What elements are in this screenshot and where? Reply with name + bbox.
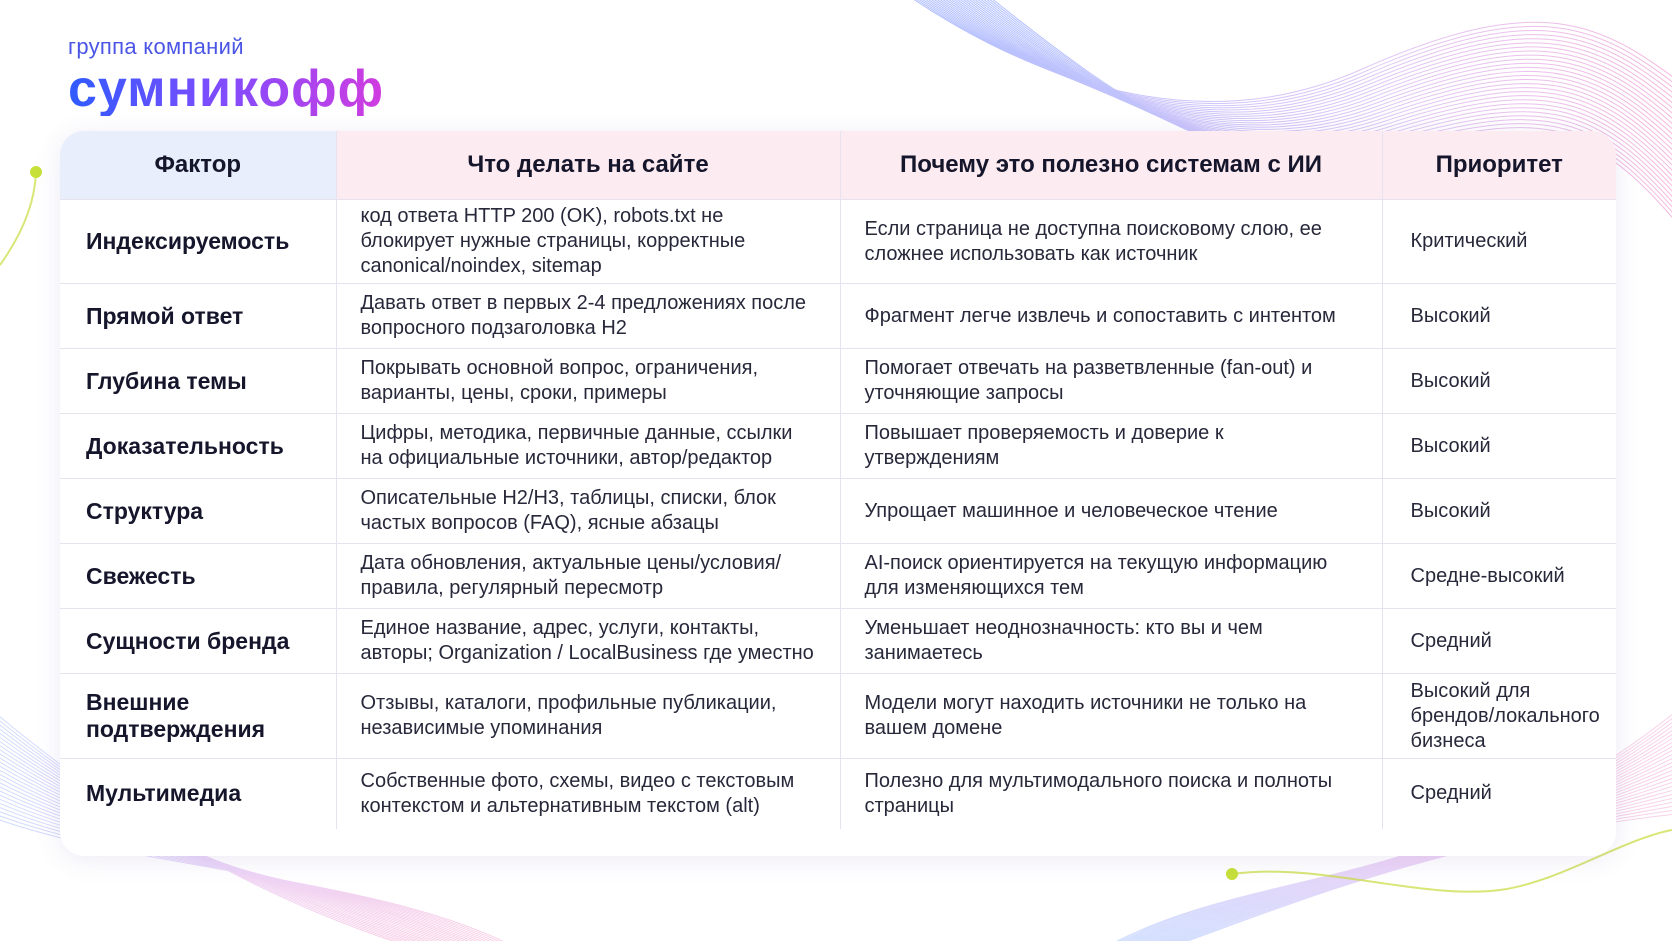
accent-dot-bottom	[1226, 868, 1238, 880]
header-factor: Фактор	[60, 131, 336, 200]
table-row	[60, 609, 1616, 674]
cell-priority: Высокий	[1382, 414, 1616, 479]
cell-priority: Высокий для брендов/локального бизнеса	[1382, 674, 1616, 759]
cell-priority: Высокий	[1382, 349, 1616, 414]
cell-action: Собственные фото, схемы, видео с текстовым контекстом и альтернативным текстом (alt)	[336, 759, 840, 829]
brand-name: сумникофф	[68, 60, 385, 118]
factors-table-card	[60, 131, 1616, 856]
cell-factor: Доказательность	[60, 414, 336, 479]
factors-table	[60, 131, 1616, 829]
table-row	[60, 284, 1616, 349]
table-row	[60, 479, 1616, 544]
header-action: Что делать на сайте	[336, 131, 840, 200]
cell-reason: Полезно для мультимодального поиска и полноты страницы	[840, 759, 1382, 829]
brand-logo	[68, 34, 384, 116]
table-row	[60, 349, 1616, 414]
cell-reason: Помогает отвечать на разветвленные (fan-out) и уточняющие запросы	[840, 349, 1382, 414]
cell-priority: Средний	[1382, 609, 1616, 674]
cell-action: Единое название, адрес, услуги, контакты, авторы; Organization / LocalBusiness где уместно	[336, 609, 840, 674]
cell-factor: Мультимедиа	[60, 759, 336, 829]
accent-dot-left	[30, 166, 42, 178]
table-row	[60, 544, 1616, 609]
cell-priority: Средне-высокий	[1382, 544, 1616, 609]
cell-reason: Фрагмент легче извлечь и сопоставить с интентом	[840, 284, 1382, 349]
cell-factor: Прямой ответ	[60, 284, 336, 349]
cell-factor: Глубина темы	[60, 349, 336, 414]
cell-action: Описательные H2/H3, таблицы, списки, блок частых вопросов (FAQ), ясные абзацы	[336, 479, 840, 544]
cell-priority: Высокий	[1382, 284, 1616, 349]
cell-action: код ответа HTTP 200 (OK), robots.txt не блокирует нужные страницы, корректные canonical/noindex, sitemap	[336, 200, 840, 284]
cell-factor: Внешние подтверждения	[60, 674, 336, 759]
cell-reason: Модели могут находить источники не только на вашем домене	[840, 674, 1382, 759]
cell-priority: Высокий	[1382, 479, 1616, 544]
cell-reason: AI-поиск ориентируется на текущую информацию для изменяющихся тем	[840, 544, 1382, 609]
cell-factor: Индексируемость	[60, 200, 336, 284]
cell-priority: Критический	[1382, 200, 1616, 284]
table-row	[60, 414, 1616, 479]
cell-action: Покрывать основной вопрос, ограничения, варианты, цены, сроки, примеры	[336, 349, 840, 414]
cell-factor: Сущности бренда	[60, 609, 336, 674]
cell-factor: Свежесть	[60, 544, 336, 609]
header-priority: Приоритет	[1382, 131, 1616, 200]
cell-action: Отзывы, каталоги, профильные публикации, независимые упоминания	[336, 674, 840, 759]
cell-action: Цифры, методика, первичные данные, ссылки на официальные источники, автор/редактор	[336, 414, 840, 479]
cell-action: Давать ответ в первых 2-4 предложениях после вопросного подзаголовка H2	[336, 284, 840, 349]
cell-reason: Если страница не доступна поисковому слою, ее сложнее использовать как источник	[840, 200, 1382, 284]
cell-factor: Структура	[60, 479, 336, 544]
header-reason: Почему это полезно системам с ИИ	[840, 131, 1382, 200]
table-row	[60, 674, 1616, 759]
cell-reason: Повышает проверяемость и доверие к утверждениям	[840, 414, 1382, 479]
cell-action: Дата обновления, актуальные цены/условия/ правила, регулярный пересмотр	[336, 544, 840, 609]
table-row	[60, 759, 1616, 829]
table-header-row	[60, 131, 1616, 200]
cell-reason: Упрощает машинное и человеческое чтение	[840, 479, 1382, 544]
cell-priority: Средний	[1382, 759, 1616, 829]
table-row	[60, 200, 1616, 284]
cell-reason: Уменьшает неоднозначность: кто вы и чем занимаетесь	[840, 609, 1382, 674]
brand-subtitle: группа компаний	[68, 34, 244, 59]
